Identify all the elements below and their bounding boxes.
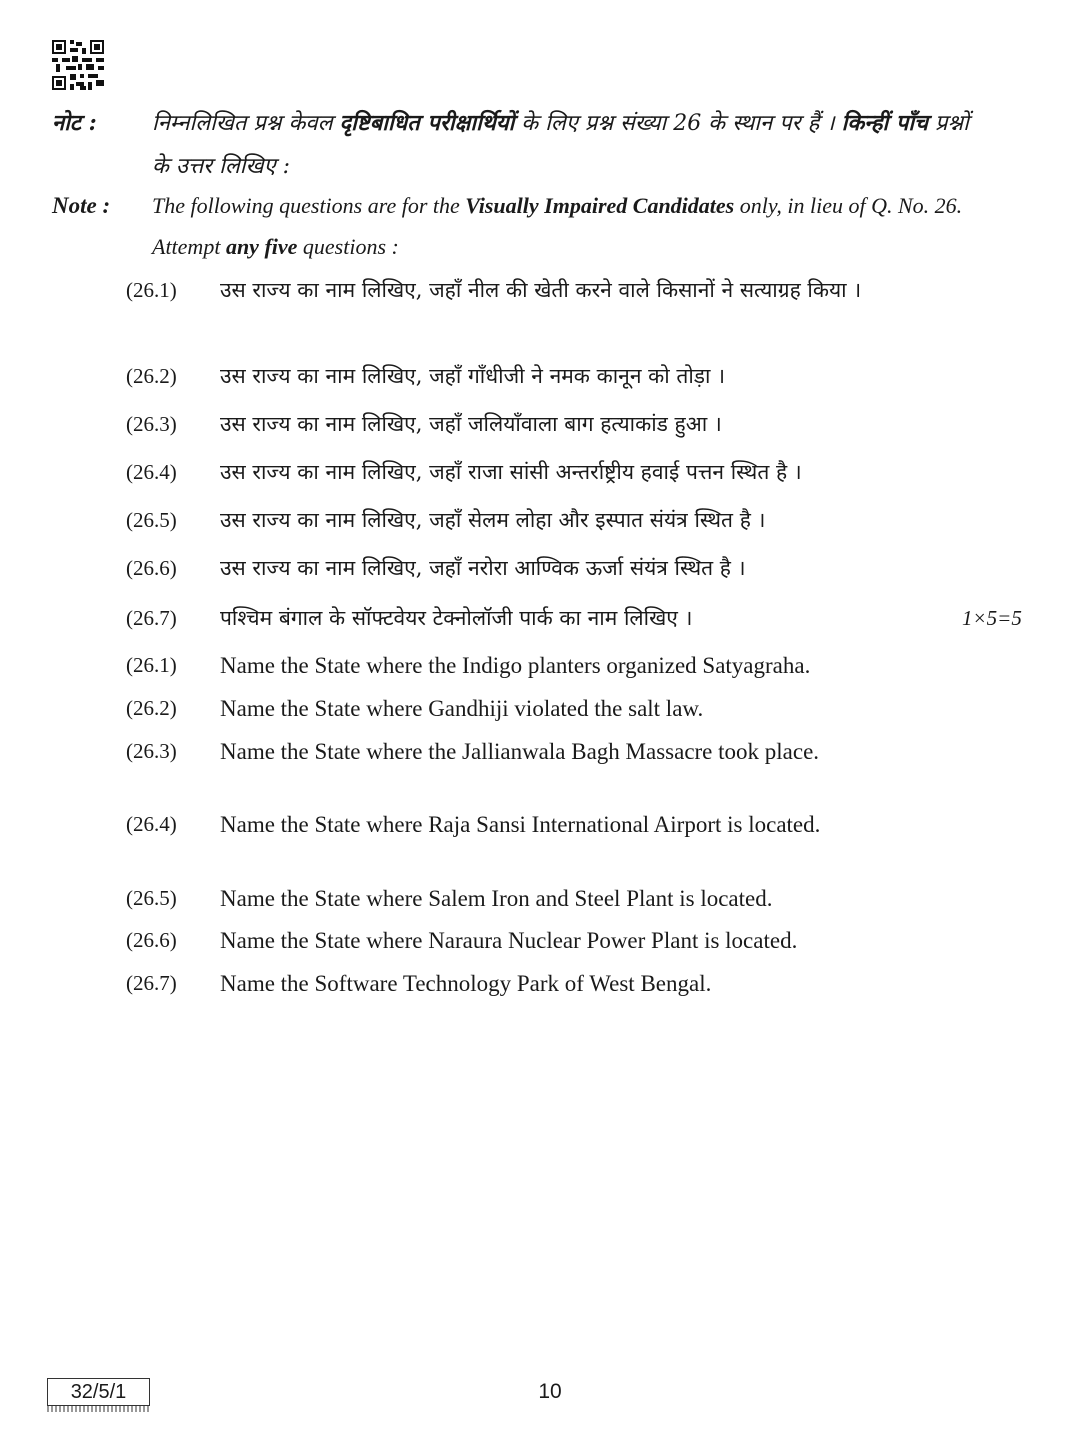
question-text: उस राज्य का नाम लिखिए, जहाँ राजा सांसी अन्तर्राष्ट्रीय हवाई पत्तन स्थित है । (220, 460, 802, 484)
question-number: (26.2) (126, 364, 177, 388)
question-number: (26.1) (126, 653, 177, 677)
question-english (126, 650, 979, 681)
question-hindi (126, 272, 979, 308)
question-hindi (126, 600, 979, 636)
question-number: (26.7) (126, 606, 177, 630)
question-text: उस राज्य का नाम लिखिए, जहाँ जलियाँवाला बाग हत्याकांड हुआ । (220, 412, 722, 436)
question-text: उस राज्य का नाम लिखिए, जहाँ सेलम लोहा और इस्पात संयंत्र स्थित है । (220, 508, 766, 532)
question-number: (26.5) (126, 886, 177, 910)
note-text-part: The following questions are for the (152, 193, 466, 218)
note-hindi (52, 102, 982, 188)
question-hindi (126, 406, 979, 442)
note-text-bold: दृष्टिबाधित परीक्षार्थियों (339, 110, 515, 136)
qr-code-icon (52, 40, 104, 90)
paper-code-box: 32/5/1 (47, 1378, 150, 1406)
note-text-english (152, 185, 982, 267)
question-text: Name the State where Raja Sansi International Airport is located. (220, 812, 821, 837)
page-number: 10 (538, 1380, 562, 1403)
note-text-part: निम्नलिखित प्रश्न केवल (152, 111, 340, 136)
paper-code-hatch (47, 1406, 150, 1412)
question-text: उस राज्य का नाम लिखिए, जहाँ गाँधीजी ने नमक कानून को तोड़ा । (220, 364, 726, 388)
question-text: Name the Software Technology Park of West Bengal. (220, 971, 712, 996)
question-text: Name the State where Gandhiji violated the salt law. (220, 696, 704, 721)
question-hindi (126, 454, 979, 490)
question-hindi (126, 502, 979, 538)
question-number: (26.7) (126, 971, 177, 995)
note-text-part: के लिए प्रश्न संख्या 26 के स्थान पर हैं । (514, 111, 842, 136)
question-english (126, 968, 979, 999)
note-text-bold: किन्हीं पाँच (841, 110, 929, 136)
note-label-english: Note : (52, 193, 111, 218)
note-text-bold: Visually Impaired Candidates (465, 193, 735, 218)
question-number: (26.4) (126, 460, 177, 484)
note-text-hindi (152, 102, 982, 188)
question-number: (26.1) (126, 278, 177, 302)
question-english (126, 925, 979, 956)
question-text: उस राज्य का नाम लिखिए, जहाँ नरोरा आण्विक ऊर्जा संयंत्र स्थित है । (220, 556, 746, 580)
question-number: (26.6) (126, 556, 177, 580)
question-hindi (126, 358, 979, 394)
question-english (126, 809, 979, 840)
note-text-part: only, in lieu of Q. No. 26. Attempt (152, 193, 963, 259)
question-english (126, 693, 979, 724)
question-text: Name the State where the Jallianwala Bagh Massacre took place. (220, 739, 820, 764)
question-number: (26.3) (126, 412, 177, 436)
question-text: Name the State where Naraura Nuclear Power Plant is located. (220, 928, 798, 953)
note-text-bold: any five (225, 234, 298, 259)
question-text: उस राज्य का नाम लिखिए, जहाँ नील की खेती करने वाले किसानों ने सत्याग्रह किया । (220, 278, 862, 302)
note-english (52, 185, 982, 267)
question-english (126, 883, 979, 914)
marks-label: 1×5=5 (962, 606, 1022, 630)
question-hindi (126, 550, 979, 586)
question-number: (26.3) (126, 739, 177, 763)
question-text: Name the State where the Indigo planters organized Satyagraha. (220, 653, 811, 678)
question-text: Name the State where Salem Iron and Steel Plant is located. (220, 886, 773, 911)
question-text: पश्चिम बंगाल के सॉफ्टवेयर टेक्नोलॉजी पार्क का नाम लिखिए । (220, 606, 693, 630)
note-text-part: प्रश्नों के उत्तर लिखिए : (152, 111, 969, 179)
question-number: (26.6) (126, 928, 177, 952)
question-number: (26.4) (126, 812, 177, 836)
question-number: (26.5) (126, 508, 177, 532)
note-text-part: questions : (297, 234, 399, 259)
question-english (126, 736, 979, 767)
question-number: (26.2) (126, 696, 177, 720)
note-label-hindi: नोट : (52, 110, 97, 136)
